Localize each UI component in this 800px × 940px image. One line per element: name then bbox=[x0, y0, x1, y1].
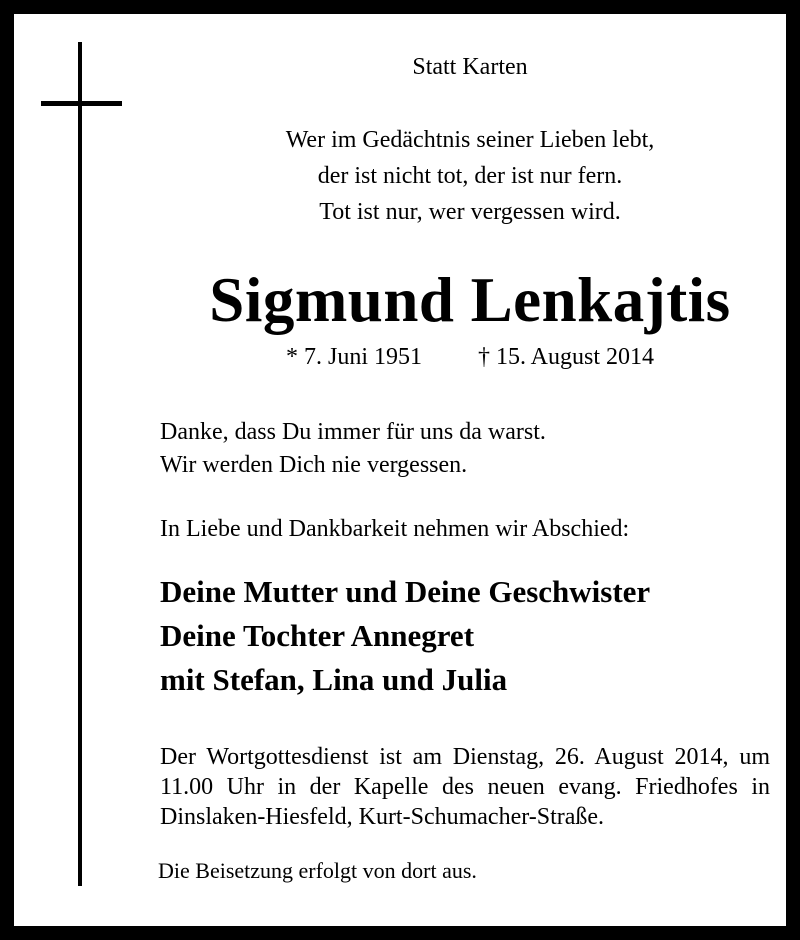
poem-line: Tot ist nur, wer vergessen wird. bbox=[319, 199, 621, 225]
service-line: Der Wortgottesdienst ist am Dienstag, 26. August 2014, um bbox=[160, 744, 770, 770]
life-dates bbox=[142, 344, 798, 371]
service-line: Dinslaken-Hiesfeld, Kurt-Schumacher-Straße. bbox=[160, 804, 605, 830]
birth-date: * 7. Juni 1951 bbox=[285, 344, 422, 370]
poem-line: der ist nicht tot, der ist nur fern. bbox=[317, 163, 623, 189]
cross-icon-horizontal bbox=[41, 101, 122, 106]
memorial-poem bbox=[142, 122, 798, 230]
mourners-list bbox=[160, 570, 650, 702]
thanks-line: Danke, dass Du immer für uns da warst. bbox=[160, 419, 546, 445]
thanks-line: Wir werden Dich nie vergessen. bbox=[160, 452, 468, 478]
header-text: Statt Karten bbox=[412, 54, 528, 80]
deceased-name: Sigmund Lenkajtis bbox=[209, 265, 731, 335]
mourner-line: Deine Tochter Annegret bbox=[160, 618, 475, 653]
cross-icon-vertical bbox=[78, 42, 82, 886]
poem-line: Wer im Gedächtnis seiner Lieben lebt, bbox=[285, 127, 655, 153]
burial-note: Die Beisetzung erfolgt von dort aus. bbox=[158, 858, 477, 883]
thanks-text bbox=[160, 416, 546, 482]
mourner-line: mit Stefan, Lina und Julia bbox=[160, 662, 508, 697]
mourner-line: Deine Mutter und Deine Geschwister bbox=[160, 574, 651, 609]
service-line: 11.00 Uhr in der Kapelle des neuen evang. Friedhofes in bbox=[160, 774, 770, 800]
service-info bbox=[160, 742, 770, 832]
death-date: † 15. August 2014 bbox=[478, 344, 655, 370]
farewell-text: In Liebe und Dankbarkeit nehmen wir Abschied: bbox=[160, 516, 630, 542]
